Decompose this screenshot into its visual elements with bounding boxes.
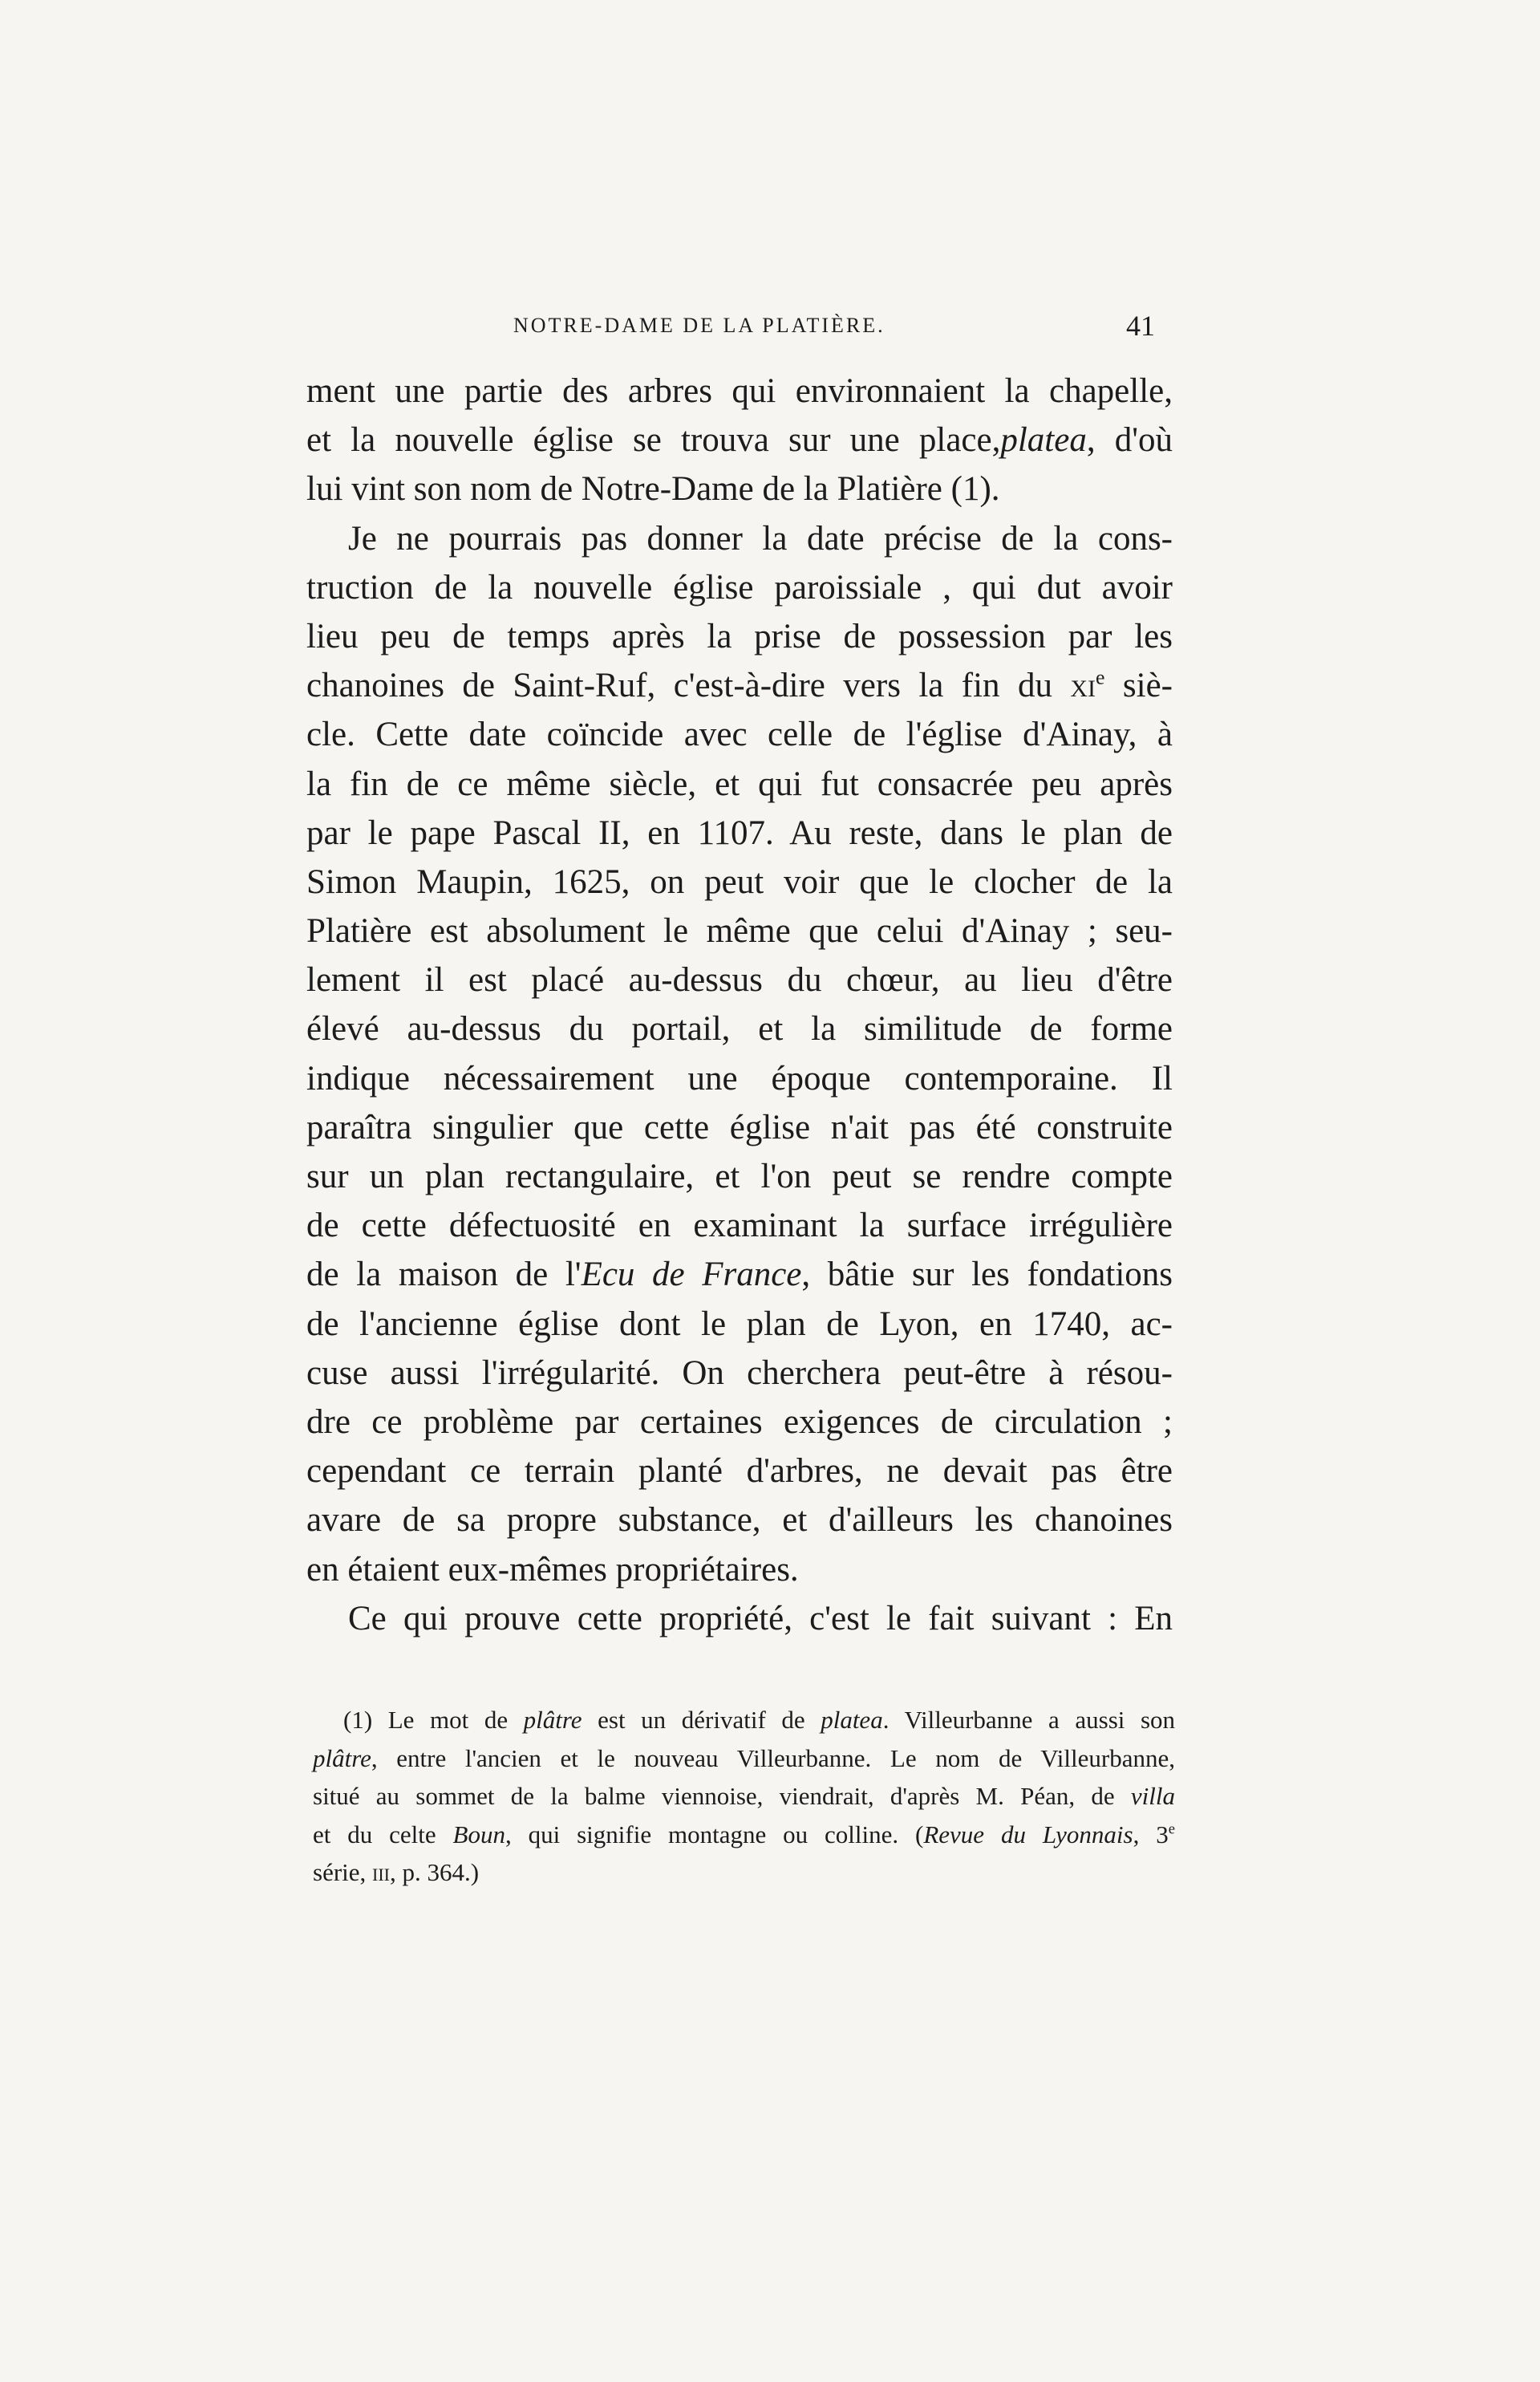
body-text bbox=[306, 367, 1173, 1643]
text-line bbox=[306, 710, 1173, 759]
text-line bbox=[306, 956, 1173, 1004]
text-span: lement il est placé au-dessus du chœur, au lieu d'être bbox=[306, 961, 1173, 1000]
footnote-line bbox=[313, 1853, 1175, 1892]
text-line bbox=[306, 416, 1173, 465]
text-span: par le pape Pascal II, en 1107. Au reste, dans le plan de bbox=[306, 814, 1173, 852]
text-line bbox=[306, 858, 1173, 907]
text-line bbox=[306, 1054, 1173, 1103]
text-span: de l'ancienne église dont le plan de Lyon, en 1740, ac- bbox=[306, 1305, 1173, 1343]
text-line bbox=[306, 367, 1173, 416]
text-span: élevé au-dessus du portail, et la similitude de forme bbox=[306, 1010, 1173, 1049]
text-line bbox=[306, 1349, 1173, 1398]
text-line bbox=[306, 514, 1173, 563]
text-line bbox=[306, 1545, 1173, 1594]
text-line bbox=[306, 760, 1173, 809]
text-line bbox=[306, 1495, 1173, 1544]
text-line bbox=[306, 661, 1173, 710]
text-span: siè- bbox=[1104, 667, 1173, 705]
footnote-text: , p. 364.) bbox=[390, 1858, 480, 1886]
text-span: Simon Maupin, 1625, on peut voir que le clocher de la bbox=[306, 862, 1173, 901]
text-span: , bâtie sur les fondations bbox=[801, 1256, 1173, 1294]
text-line bbox=[306, 1201, 1173, 1250]
superscript: e bbox=[1096, 665, 1105, 689]
text-span: dre ce problème par certaines exigences de circulation ; bbox=[306, 1402, 1173, 1441]
footnote-line bbox=[313, 1816, 1175, 1854]
footnote-text: série, bbox=[313, 1858, 373, 1886]
text-line bbox=[306, 1594, 1173, 1643]
text-line bbox=[306, 1152, 1173, 1201]
footnote-text: (1) Le mot de bbox=[343, 1706, 524, 1734]
footnote-text: , 3 bbox=[1133, 1820, 1169, 1848]
text-line bbox=[306, 907, 1173, 956]
roman-numeral: iii bbox=[372, 1858, 391, 1886]
text-span: la fin de ce même siècle, et qui fut consacrée peu après bbox=[306, 765, 1173, 803]
text-span: indique nécessairement une époque contemporaine. Il bbox=[306, 1059, 1173, 1098]
text-span: cependant ce terrain planté d'arbres, ne devait pas être bbox=[306, 1452, 1173, 1491]
footnote-text: . Villeurbanne a aussi son bbox=[882, 1706, 1176, 1734]
text-span: Ce qui prouve cette propriété, c'est le fait suivant : En bbox=[348, 1599, 1173, 1637]
text-span: lieu peu de temps après la prise de possession par les bbox=[306, 617, 1173, 655]
italic-term: Ecu de France bbox=[581, 1256, 802, 1294]
text-line bbox=[306, 1250, 1173, 1299]
italic-term: Boun bbox=[452, 1820, 505, 1848]
text-span: et la nouvelle église se trouva sur une place, bbox=[306, 421, 1001, 460]
text-line bbox=[306, 465, 1173, 513]
text-line bbox=[306, 1300, 1173, 1349]
text-span: avare de sa propre substance, et d'ailleurs les chanoines bbox=[306, 1501, 1173, 1540]
text-line bbox=[306, 563, 1173, 612]
text-span: Je ne pourrais pas donner la date précise de la cons- bbox=[348, 519, 1173, 558]
running-title: NOTRE-DAME DE LA PLATIÈRE. bbox=[513, 314, 886, 337]
italic-term: villa bbox=[1130, 1782, 1175, 1810]
italic-term: Revue du Lyonnais bbox=[923, 1820, 1133, 1848]
text-span: Platière est absolument le même que celui d'Ainay ; seu- bbox=[306, 912, 1173, 951]
text-span: paraîtra singulier que cette église n'ait pas été construite bbox=[306, 1108, 1173, 1146]
text-span: cuse aussi l'irrégularité. On cherchera peut-être à résou- bbox=[306, 1353, 1173, 1392]
footnote-line bbox=[313, 1701, 1175, 1739]
italic-term: plâtre bbox=[523, 1706, 582, 1734]
footnote bbox=[313, 1701, 1175, 1892]
text-span: de la maison de l' bbox=[306, 1256, 582, 1294]
italic-term: platea bbox=[1000, 421, 1087, 460]
text-span: ment une partie des arbres qui environnaient la chapelle, bbox=[306, 372, 1173, 410]
footnote-text: situé au sommet de la balme viennoise, viendrait, d'après M. Péan, de bbox=[313, 1782, 1131, 1810]
text-span: en étaient eux-mêmes propriétaires. bbox=[306, 1550, 799, 1589]
text-line bbox=[306, 1004, 1173, 1053]
footnote-line bbox=[313, 1777, 1175, 1816]
page-number: 41 bbox=[1126, 310, 1155, 342]
text-line bbox=[306, 612, 1173, 661]
footnote-text: , qui signifie montagne ou colline. ( bbox=[505, 1820, 924, 1848]
text-line bbox=[306, 1398, 1173, 1447]
century-numeral: xi bbox=[1070, 667, 1096, 705]
superscript: e bbox=[1168, 1820, 1175, 1838]
text-span: lui vint son nom de Notre-Dame de la Platière (1). bbox=[306, 470, 1000, 509]
footnote-text: , entre l'ancien et le nouveau Villeurbanne. Le nom de Villeurbanne, bbox=[371, 1743, 1175, 1772]
page-header bbox=[513, 309, 1155, 349]
text-span: cle. Cette date coïncide avec celle de l'église d'Ainay, à bbox=[306, 716, 1173, 754]
italic-term: plâtre bbox=[313, 1743, 371, 1772]
footnote-text: est un dérivatif de bbox=[582, 1706, 821, 1734]
italic-term: platea bbox=[821, 1706, 883, 1734]
text-line bbox=[306, 1447, 1173, 1495]
text-span: , d'où bbox=[1086, 421, 1173, 460]
footnote-text: et du celte bbox=[313, 1820, 453, 1848]
text-span: chanoines de Saint-Ruf, c'est-à-dire vers la fin du bbox=[306, 667, 1052, 705]
text-span: truction de la nouvelle église paroissiale , qui dut avoir bbox=[306, 568, 1173, 607]
text-line bbox=[306, 809, 1173, 858]
footnote-line bbox=[313, 1739, 1175, 1778]
text-span: sur un plan rectangulaire, et l'on peut se rendre compte bbox=[306, 1158, 1173, 1195]
text-span: de cette défectuosité en examinant la surface irrégulière bbox=[306, 1207, 1173, 1245]
text-line bbox=[306, 1103, 1173, 1152]
